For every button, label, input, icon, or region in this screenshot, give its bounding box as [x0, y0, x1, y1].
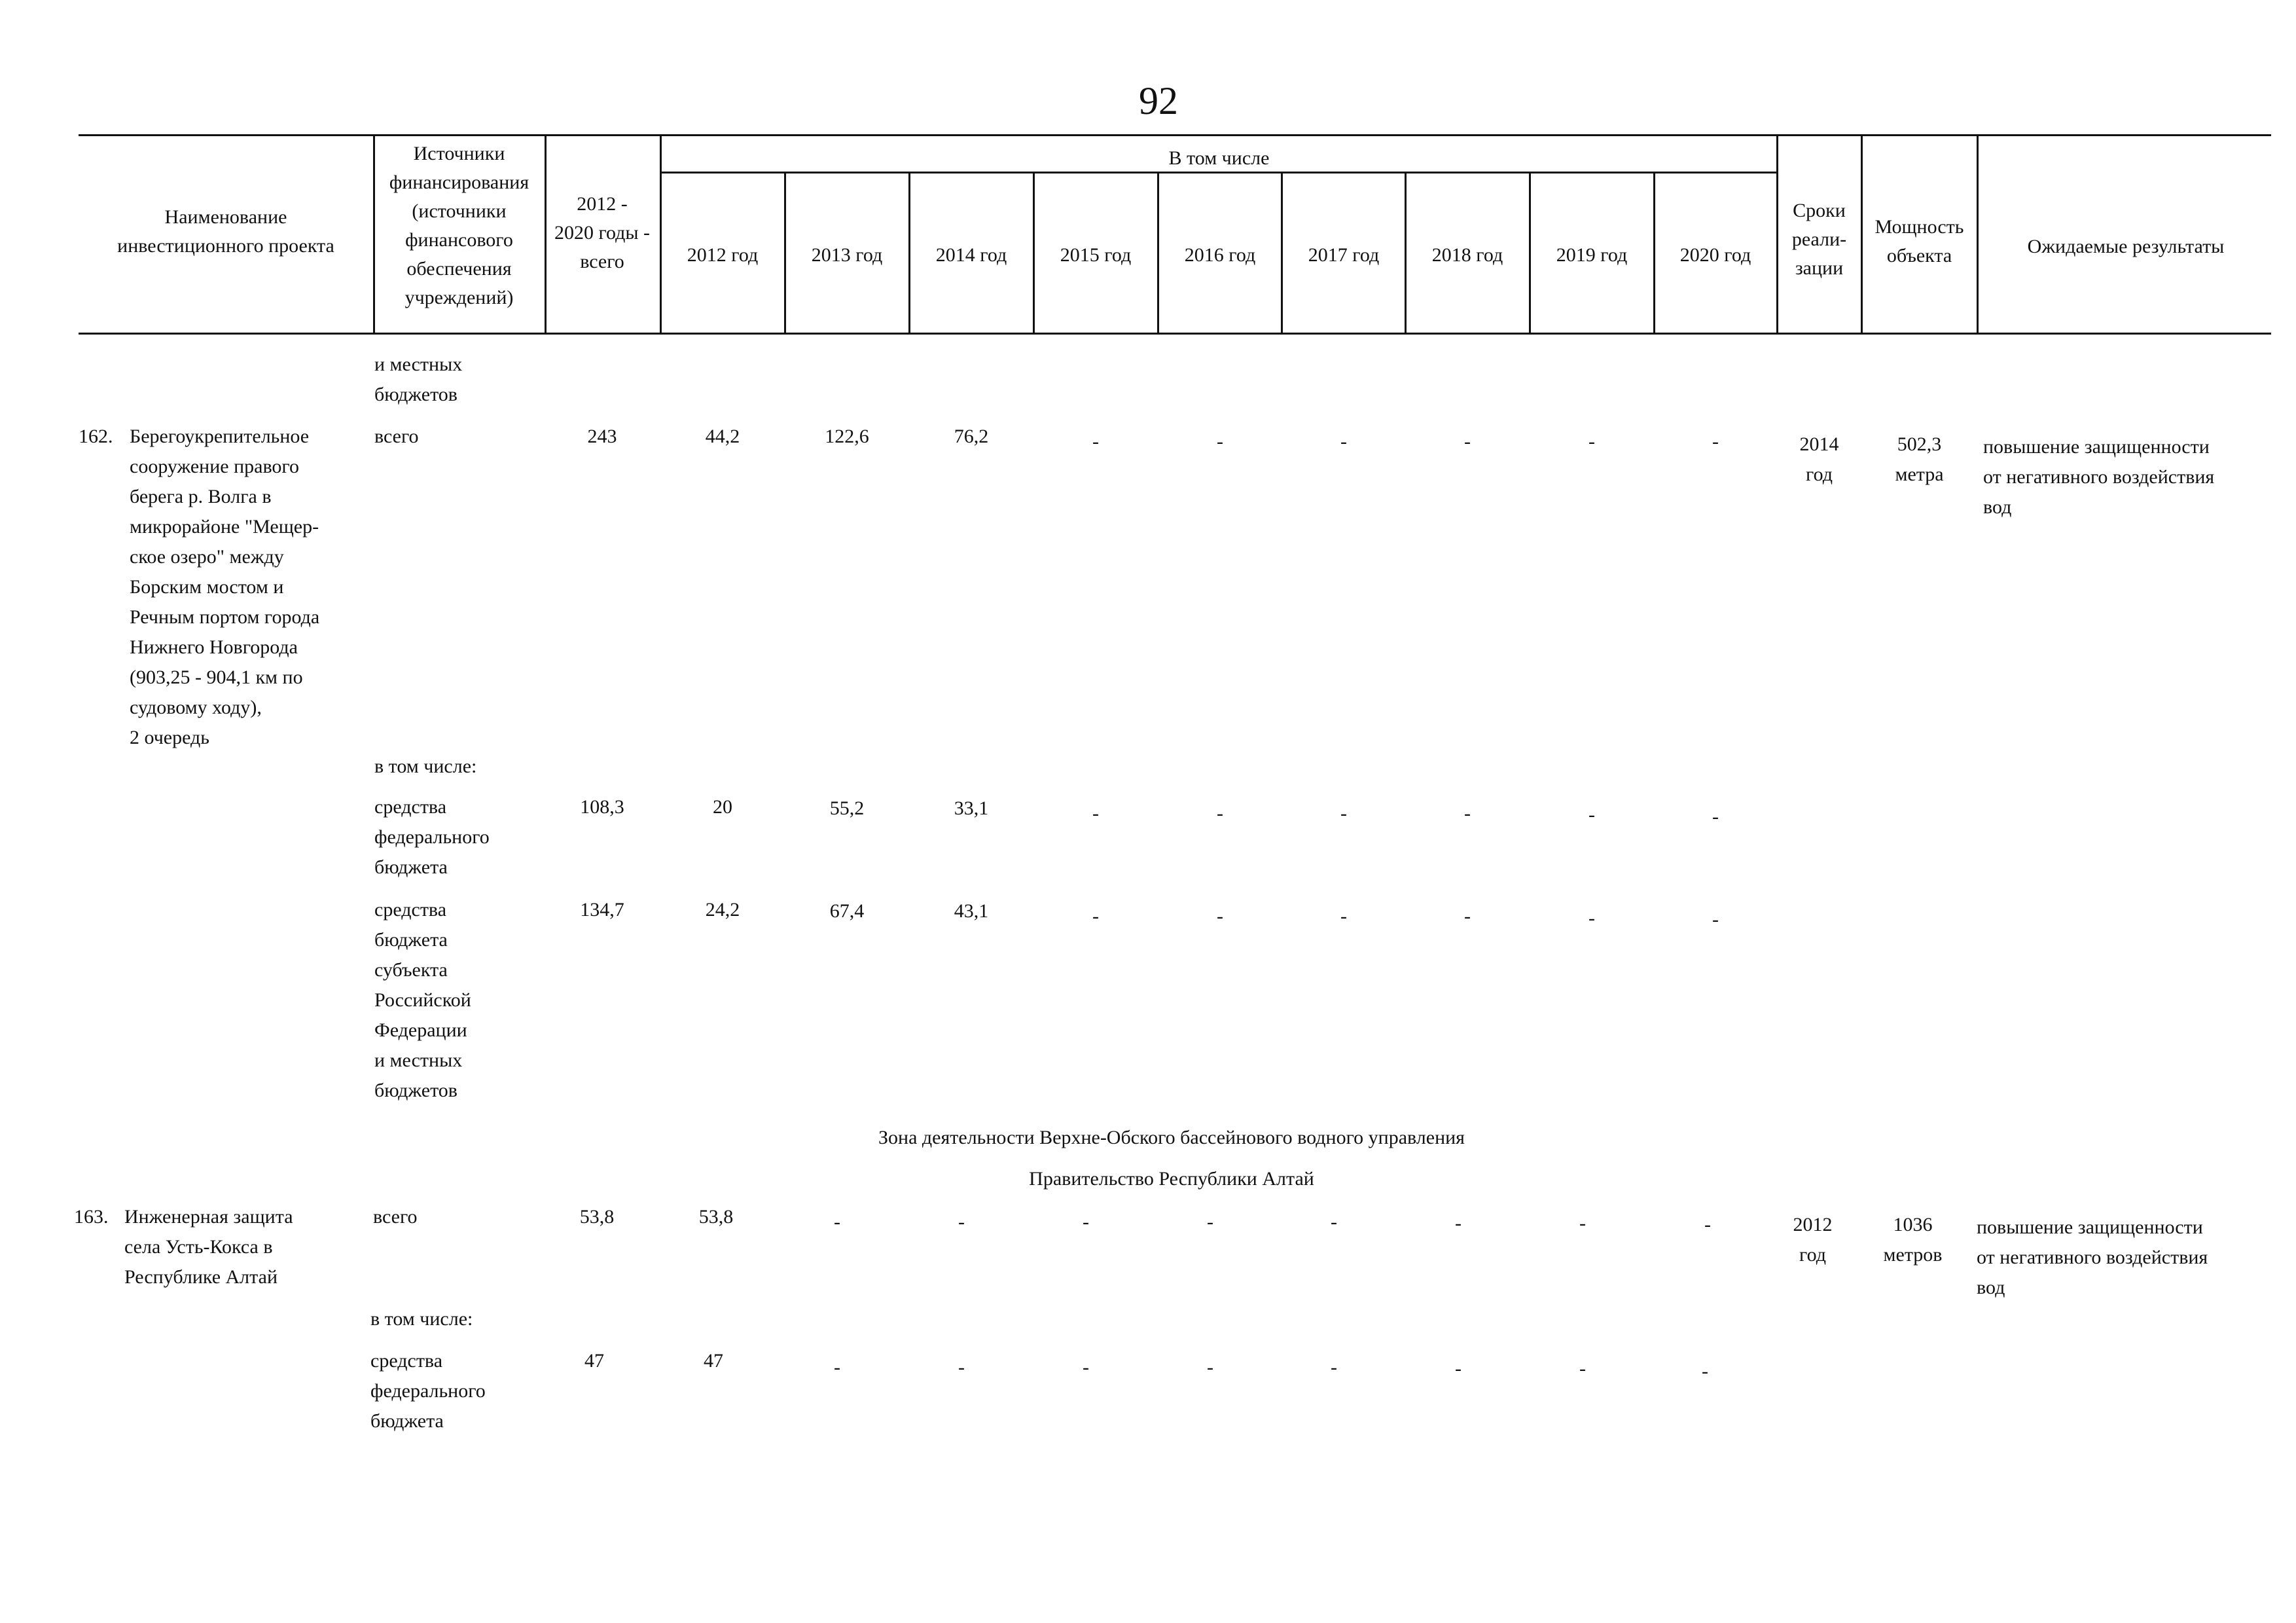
project-162-federal-2019: - [1588, 804, 1595, 826]
project-162-federal-2020: - [1712, 806, 1719, 828]
project-162-2020: - [1712, 431, 1719, 452]
project-162-federal-2017: - [1340, 803, 1347, 824]
project-162-regional-2013: 67,4 [829, 900, 865, 922]
header-capacity: Мощность объекта [1874, 216, 1964, 266]
project-162-regional-2020: - [1712, 909, 1719, 930]
project-163-source: всего [373, 1206, 418, 1228]
project-162-federal-2015: - [1092, 803, 1099, 824]
header-year-2017: 2017 год [1308, 244, 1380, 266]
project-163-2015: - [1083, 1211, 1089, 1233]
project-162-regional-2016: - [1217, 905, 1223, 927]
project-162-2016: - [1217, 431, 1223, 452]
header-name: Наименование инвестиционного проекта [117, 206, 334, 257]
government-heading: Правительство Республики Алтай [1029, 1168, 1314, 1190]
project-163-federal-source: средства федерального бюджета [370, 1350, 486, 1432]
project-162-federal-source: средства федерального бюджета [374, 796, 490, 878]
project-163-2012: 53,8 [698, 1206, 734, 1228]
header-year-2013: 2013 год [811, 244, 883, 266]
project-162-2012: 44,2 [705, 426, 740, 447]
project-162-result: повышение защищенности от негативного воздействия вод [1983, 436, 2215, 518]
carryover-source: и местных бюджетов [374, 354, 463, 405]
header-year-2014: 2014 год [935, 244, 1007, 266]
project-163-2019: - [1579, 1213, 1586, 1234]
header-year-2015: 2015 год [1060, 244, 1132, 266]
header-year-2019: 2019 год [1556, 244, 1628, 266]
project-163-2014: - [958, 1211, 965, 1233]
project-162-regional-total: 134,7 [580, 899, 624, 921]
project-163-name: Инженерная защита села Усть-Кокса в Республике Алтай [124, 1206, 293, 1288]
project-162-federal-2013: 55,2 [829, 797, 865, 819]
project-163-federal-2020: - [1702, 1360, 1708, 1382]
project-162-federal-2014: 33,1 [954, 797, 989, 819]
project-163-federal-2019: - [1579, 1358, 1586, 1379]
project-163-including: в том числе: [370, 1308, 473, 1330]
project-163-2013: - [834, 1211, 840, 1233]
project-162-federal-2012: 20 [713, 796, 732, 818]
header-top-rule [79, 134, 2271, 136]
project-162-federal-2018: - [1464, 803, 1471, 824]
project-162-including: в том числе: [374, 756, 477, 777]
project-163-total: 53,8 [579, 1206, 615, 1228]
project-163-federal-2018: - [1455, 1358, 1462, 1379]
project-162-2018: - [1464, 431, 1471, 452]
project-162-2013: 122,6 [825, 426, 869, 447]
project-162-regional-2015: - [1092, 905, 1099, 927]
project-163-federal-2016: - [1207, 1357, 1213, 1378]
project-162-federal-total: 108,3 [580, 796, 624, 818]
project-162-regional-2012: 24,2 [705, 899, 740, 921]
project-163-result: повышение защищенности от негативного воздействия вод [1977, 1216, 2208, 1298]
project-163-federal-2017: - [1331, 1357, 1337, 1378]
header-total: 2012 - 2020 годы - всего [554, 193, 651, 272]
project-162-2015: - [1092, 431, 1099, 452]
project-162-name: Берегоукрепительное сооружение правого берега р. Волга в микрорайоне "Мещер- ское озеро" между Борским мостом и Речным портом города Нижнего Новгорода (903,25 - 904,1 км по судовому ходу), 2 очередь [130, 426, 320, 748]
project-162-2014: 76,2 [954, 426, 989, 447]
project-163-capacity: 1036 метров [1883, 1214, 1943, 1266]
project-163-2020: - [1704, 1214, 1711, 1235]
project-163-2017: - [1331, 1211, 1337, 1233]
project-162-total: 243 [587, 426, 617, 447]
header-year-2018: 2018 год [1431, 244, 1503, 266]
project-163-federal-2012: 47 [704, 1350, 723, 1372]
zone-heading: Зона деятельности Верхне-Обского бассейнового водного управления [878, 1127, 1465, 1148]
project-163-term: 2012 год [1793, 1214, 1833, 1266]
project-162-regional-2014: 43,1 [954, 900, 989, 922]
project-162-regional-2019: - [1588, 907, 1595, 929]
project-162-source: всего [374, 426, 419, 447]
project-162-federal-2016: - [1217, 803, 1223, 824]
header-terms: Сроки реали- зации [1791, 200, 1847, 279]
project-163-federal-total: 47 [584, 1350, 604, 1372]
project-162-regional-2018: - [1464, 905, 1471, 927]
project-162-term: 2014 год [1799, 433, 1839, 485]
header-results: Ожидаемые результаты [2027, 236, 2225, 257]
project-163-federal-2014: - [958, 1357, 965, 1378]
project-162-number: 162. [79, 426, 113, 447]
project-162-regional-2017: - [1340, 905, 1347, 927]
header-year-2012: 2012 год [687, 244, 759, 266]
project-162-capacity: 502,3 метра [1895, 433, 1944, 485]
page-number: 92 [1139, 79, 1178, 122]
header-year-2020: 2020 год [1679, 244, 1751, 266]
project-162-regional-source: средства бюджета субъекта Российской Федерации и местных бюджетов [374, 899, 471, 1101]
project-163-federal-2013: - [834, 1357, 840, 1378]
project-163-2018: - [1455, 1213, 1462, 1234]
project-162-2019: - [1588, 431, 1595, 452]
header-year-2016: 2016 год [1184, 244, 1256, 266]
project-162-2017: - [1340, 431, 1347, 452]
header-including: В том числе [1168, 147, 1270, 169]
project-163-federal-2015: - [1083, 1357, 1089, 1378]
project-163-2016: - [1207, 1211, 1213, 1233]
header-sources: Источники финансирования (источники финансового обеспечения учреждений) [389, 143, 529, 308]
header-bottom-rule [79, 333, 2271, 335]
project-163-number: 163. [74, 1206, 109, 1228]
